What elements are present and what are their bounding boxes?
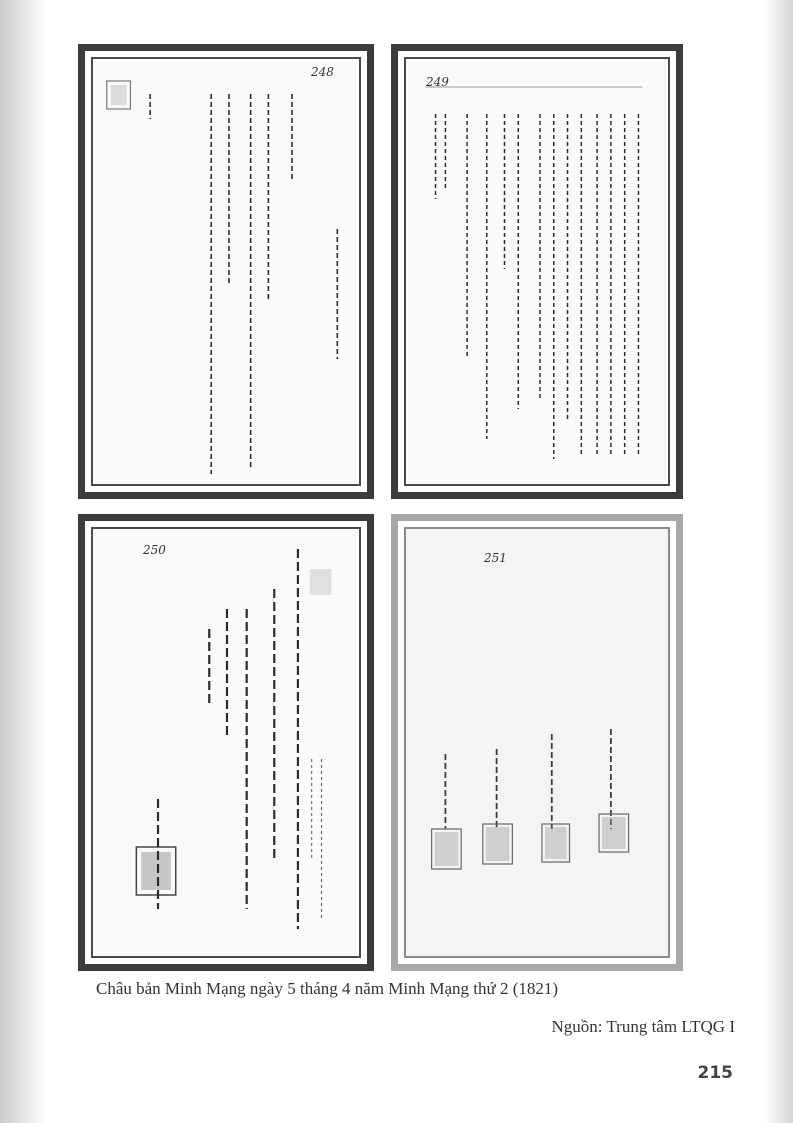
figure-source: Nguồn: Trung tâm LTQG I — [551, 1017, 735, 1036]
document-photo-bottom-left — [78, 514, 374, 971]
document-number: 250 — [143, 543, 166, 557]
document-photo-top-left — [78, 44, 374, 499]
page-number: 215 — [697, 1063, 733, 1083]
document-page — [404, 527, 670, 958]
document-number: 249 — [426, 75, 449, 89]
handwritten-columns — [406, 59, 668, 484]
document-number: 248 — [311, 65, 334, 79]
page-gutter-shadow — [0, 0, 46, 1123]
handwritten-columns — [93, 59, 359, 484]
page-edge-shadow — [763, 0, 793, 1123]
handwritten-columns — [406, 529, 668, 956]
handwritten-columns — [93, 529, 359, 956]
document-page — [91, 527, 361, 958]
document-photo-bottom-right — [391, 514, 683, 971]
figure-caption: Châu bản Minh Mạng ngày 5 tháng 4 năm Minh Mạng thứ 2 (1821) — [96, 979, 559, 998]
document-page — [404, 57, 670, 486]
document-page — [91, 57, 361, 486]
document-photo-top-right — [391, 44, 683, 499]
document-number: 251 — [484, 551, 507, 565]
